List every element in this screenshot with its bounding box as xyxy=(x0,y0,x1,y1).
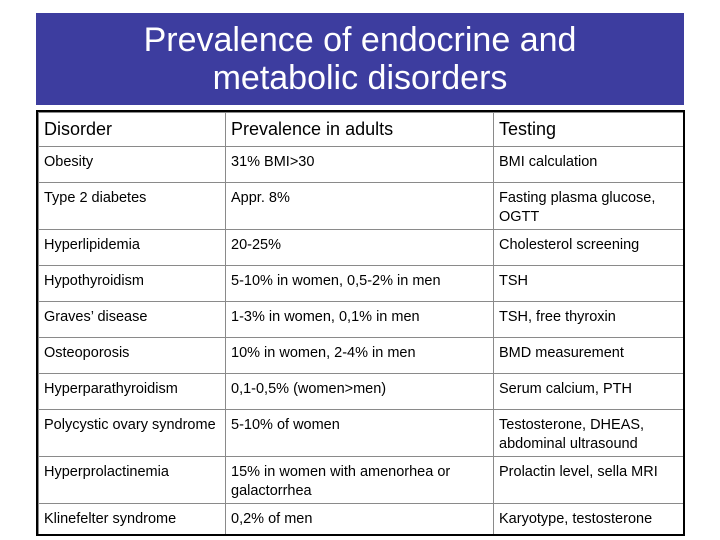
column-header-testing: Testing xyxy=(494,113,684,147)
table-row xyxy=(39,147,684,183)
table-header-row xyxy=(39,113,684,147)
cell-testing: BMD measurement xyxy=(494,338,684,374)
cell-prevalence: 10% in women, 2-4% in men xyxy=(226,338,494,374)
cell-prevalence: 5-10% of women xyxy=(226,410,494,457)
cell-disorder: Hyperprolactinemia xyxy=(39,457,226,504)
slide-title-line-2: metabolic disorders xyxy=(212,59,508,97)
cell-prevalence: 1-3% in women, 0,1% in men xyxy=(226,302,494,338)
cell-prevalence: 5-10% in women, 0,5-2% in men xyxy=(226,266,494,302)
table-row xyxy=(39,302,684,338)
cell-prevalence: Appr. 8% xyxy=(226,183,494,230)
table-row xyxy=(39,457,684,504)
cell-prevalence: 0,2% of men xyxy=(226,504,494,537)
cell-disorder: Polycystic ovary syndrome xyxy=(39,410,226,457)
cell-disorder: Hyperlipidemia xyxy=(39,230,226,266)
cell-testing: TSH, free thyroxin xyxy=(494,302,684,338)
cell-disorder: Obesity xyxy=(39,147,226,183)
prevalence-table xyxy=(38,112,684,536)
table-row xyxy=(39,183,684,230)
prevalence-table-container xyxy=(36,110,685,536)
cell-disorder: Type 2 diabetes xyxy=(39,183,226,230)
cell-testing: Karyotype, testosterone xyxy=(494,504,684,537)
slide-title-banner xyxy=(36,13,684,105)
cell-disorder: Klinefelter syndrome xyxy=(39,504,226,537)
cell-testing: Prolactin level, sella MRI xyxy=(494,457,684,504)
cell-prevalence: 31% BMI>30 xyxy=(226,147,494,183)
table-row xyxy=(39,374,684,410)
cell-testing: Cholesterol screening xyxy=(494,230,684,266)
cell-disorder: Osteoporosis xyxy=(39,338,226,374)
cell-testing: BMI calculation xyxy=(494,147,684,183)
cell-prevalence: 20-25% xyxy=(226,230,494,266)
table-row xyxy=(39,410,684,457)
table-row xyxy=(39,504,684,537)
cell-prevalence: 15% in women with amenorhea or galactorrhea xyxy=(226,457,494,504)
cell-disorder: Hyperparathyroidism xyxy=(39,374,226,410)
table-row xyxy=(39,266,684,302)
cell-disorder: Hypothyroidism xyxy=(39,266,226,302)
cell-disorder: Graves’ disease xyxy=(39,302,226,338)
cell-prevalence: 0,1-0,5% (women>men) xyxy=(226,374,494,410)
cell-testing: TSH xyxy=(494,266,684,302)
table-row xyxy=(39,338,684,374)
column-header-disorder: Disorder xyxy=(39,113,226,147)
cell-testing: Serum calcium, PTH xyxy=(494,374,684,410)
table-row xyxy=(39,230,684,266)
cell-testing: Testosterone, DHEAS, abdominal ultrasound xyxy=(494,410,684,457)
column-header-prevalence: Prevalence in adults xyxy=(226,113,494,147)
slide-title xyxy=(144,21,577,97)
slide-title-line-1: Prevalence of endocrine and xyxy=(143,21,577,59)
cell-testing: Fasting plasma glucose, OGTT xyxy=(494,183,684,230)
